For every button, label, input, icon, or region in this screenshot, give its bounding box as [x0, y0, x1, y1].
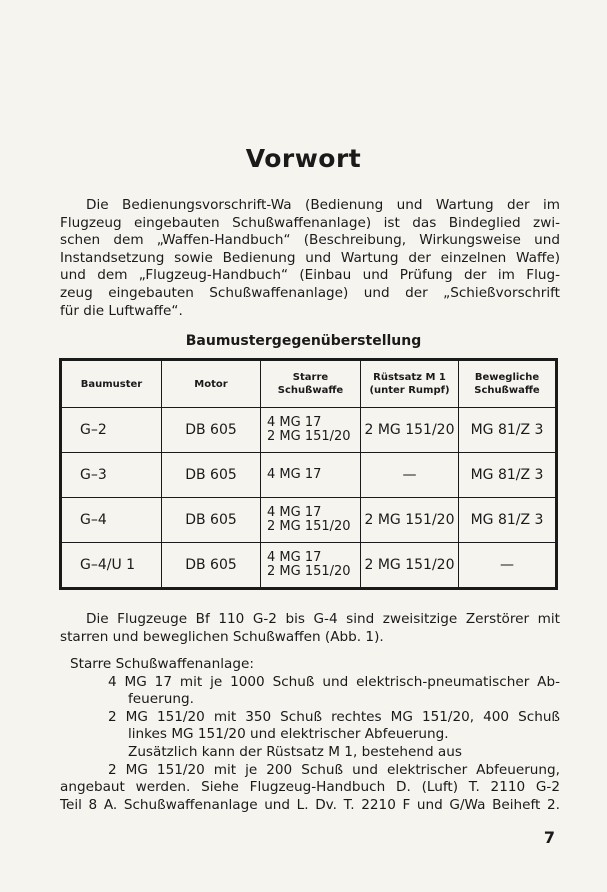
cell-motor: DB 605	[162, 498, 261, 543]
table-row	[61, 498, 557, 543]
column-header-beweglich: Bewegliche Schußwaffe	[459, 360, 557, 408]
table-title: Baumustergegenüberstellung	[185, 333, 422, 349]
armament-line: angebaut werden. Siehe Flugzeug-Handbuch D. (Luft) T. 2110 G-2	[60, 779, 560, 796]
cell-beweglich: MG 81/Z 3	[459, 498, 557, 543]
cell-motor: DB 605	[162, 543, 261, 589]
cell-baumuster: G–2	[61, 408, 162, 453]
cell-baumuster: G–4/U 1	[61, 543, 162, 589]
preface-line: zeug eingebauten Schußwaffenanlage) und der „Schießvorschrift	[60, 284, 560, 301]
page-title: Vorwort	[245, 144, 362, 173]
cell-motor: DB 605	[162, 408, 261, 453]
preface-line: Flugzeug eingebauten Schußwaffenanlage) ist das Bindeglied zwi-	[60, 214, 560, 231]
preface-line: Die Bedienungsvorschrift-Wa (Bedienung und Wartung der im	[86, 197, 560, 213]
column-header-baumuster: Baumuster	[61, 360, 162, 408]
cell-starre: 4 MG 17 2 MG 151/20	[261, 408, 361, 453]
cell-beweglich: —	[459, 543, 557, 589]
armament-section	[60, 656, 560, 814]
armament-line: feuerung.	[128, 691, 194, 708]
cell-baumuster: G–3	[61, 453, 162, 498]
intro-paragraph	[60, 611, 560, 646]
cell-beweglich: MG 81/Z 3	[459, 453, 557, 498]
cell-beweglich: MG 81/Z 3	[459, 408, 557, 453]
cell-ruestsatz: —	[361, 453, 459, 498]
table-row	[61, 408, 557, 453]
armament-line: 2 MG 151/20 mit je 200 Schuß und elektrischer Abfeuerung,	[108, 761, 560, 778]
intro-line: starren und beweglichen Schußwaffen (Abb. 1).	[60, 628, 384, 645]
armament-line: Zusätzlich kann der Rüstsatz M 1, bestehend aus	[128, 743, 462, 760]
table-row	[61, 453, 557, 498]
page-number: 7	[543, 828, 555, 847]
cell-starre: 4 MG 17 2 MG 151/20	[261, 543, 361, 589]
armament-line: linkes MG 151/20 und elektrischer Abfeuerung.	[128, 726, 449, 743]
armament-line: 4 MG 17 mit je 1000 Schuß und elektrisch-pneumatischer Ab-	[108, 673, 560, 690]
column-header-motor: Motor	[162, 360, 261, 408]
cell-baumuster: G–4	[61, 498, 162, 543]
cell-starre: 4 MG 17 2 MG 151/20	[261, 498, 361, 543]
cell-starre: 4 MG 17	[261, 453, 361, 498]
preface-line: schen dem „Waffen-Handbuch“ (Beschreibung, Wirkungsweise und	[60, 232, 560, 249]
cell-ruestsatz: 2 MG 151/20	[361, 408, 459, 453]
intro-line: Die Flugzeuge Bf 110 G-2 bis G-4 sind zweisitzige Zerstörer mit	[86, 611, 560, 627]
table-row	[61, 543, 557, 589]
cell-ruestsatz: 2 MG 151/20	[361, 498, 459, 543]
preface-line: für die Luftwaffe“.	[60, 302, 183, 319]
cell-ruestsatz: 2 MG 151/20	[361, 543, 459, 589]
cell-motor: DB 605	[162, 453, 261, 498]
table-header-row	[61, 360, 557, 408]
preface-line: Instandsetzung sowie Bedienung und Wartung der einzelnen Waffe)	[60, 249, 560, 266]
armament-line: Teil 8 A. Schußwaffenanlage und L. Dv. T. 2210 F und G/Wa Beiheft 2.	[60, 796, 560, 813]
preface-line: und dem „Flugzeug-Handbuch“ (Einbau und Prüfung der im Flug-	[60, 267, 560, 284]
armament-heading: Starre Schußwaffenanlage:	[70, 656, 254, 672]
column-header-starre: Starre Schußwaffe	[261, 360, 361, 408]
column-header-ruestsatz: Rüstsatz M 1 (unter Rumpf)	[361, 360, 459, 408]
comparison-table	[59, 358, 558, 590]
preface-paragraph	[60, 197, 560, 320]
armament-line: 2 MG 151/20 mit 350 Schuß rechtes MG 151/20, 400 Schuß	[108, 708, 560, 725]
